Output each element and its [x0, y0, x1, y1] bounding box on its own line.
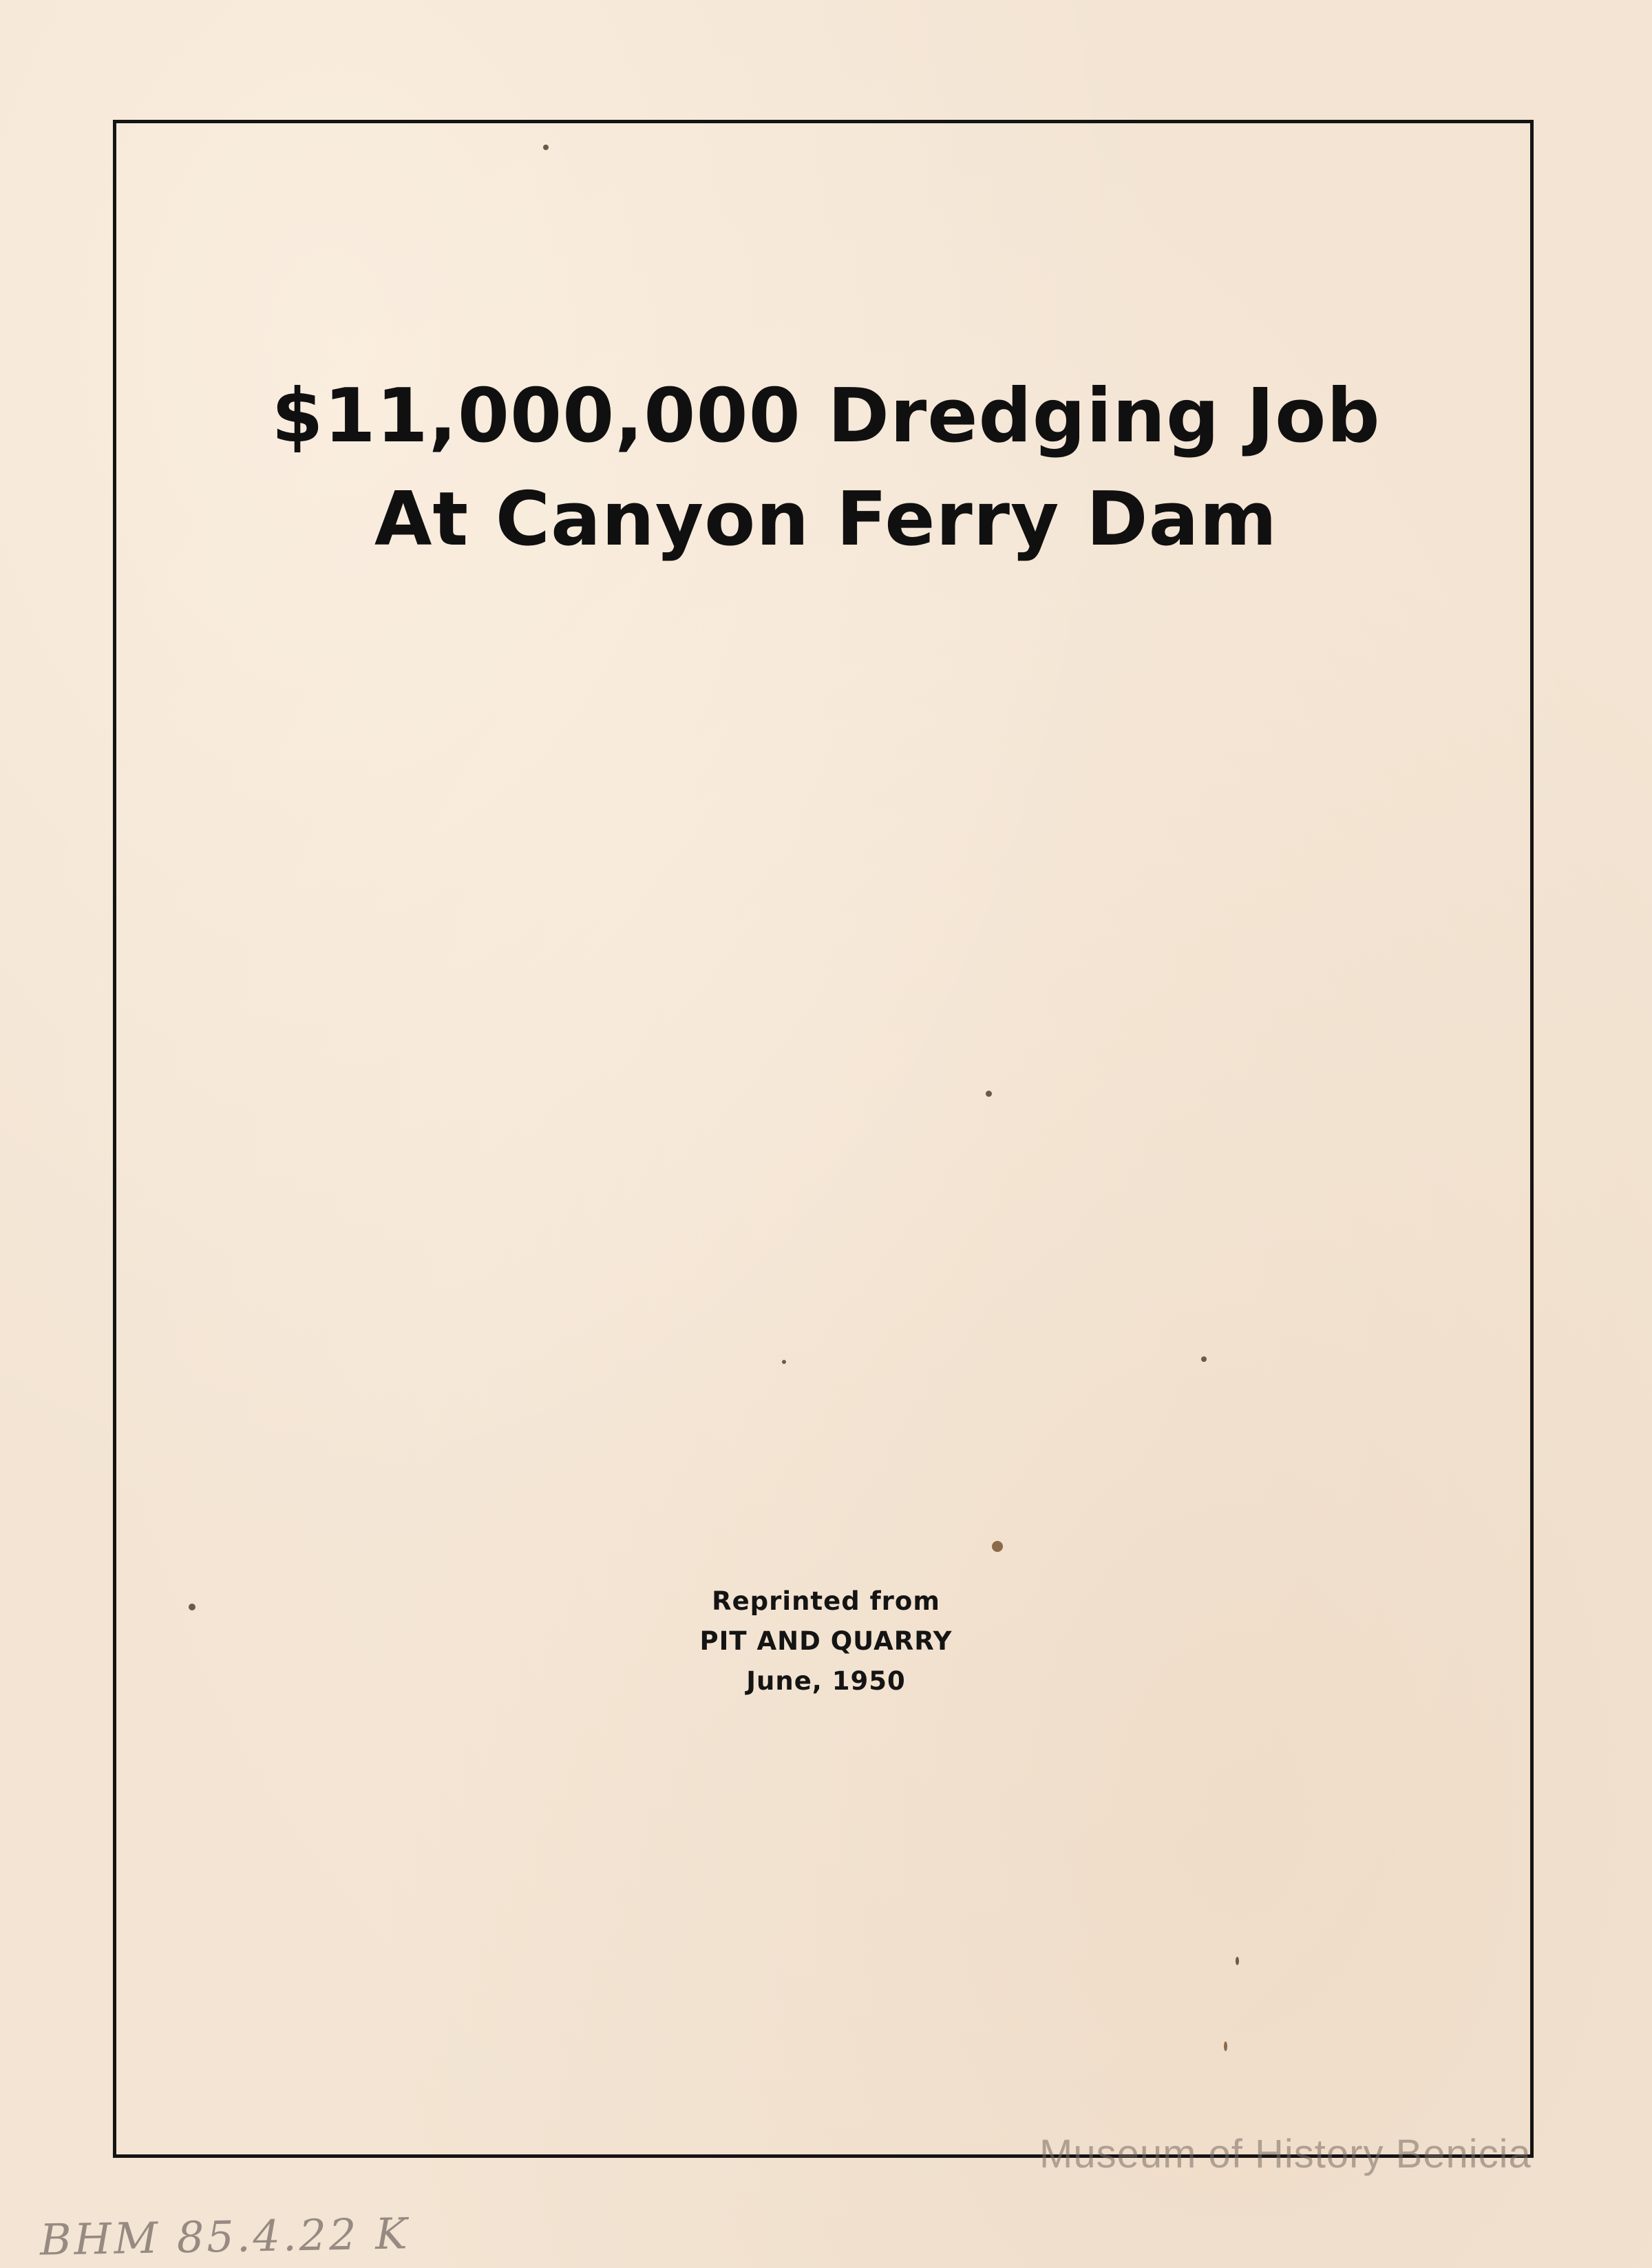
paper-speck — [543, 145, 549, 150]
paper-speck — [986, 1091, 992, 1097]
paper-speck — [1201, 1356, 1207, 1362]
handwritten-accession-number: BHM 85.4.22 K — [39, 2208, 411, 2265]
paper-speck — [1224, 2041, 1227, 2051]
paper-speck — [189, 1604, 195, 1610]
publication-date: June, 1950 — [746, 1666, 906, 1696]
title-line-1: $11,000,000 Dredging Job — [271, 373, 1381, 459]
paper-speck — [1236, 1957, 1239, 1965]
title-line-2: At Canyon Ferry Dam — [374, 476, 1278, 563]
paper-speck — [782, 1360, 786, 1364]
paper-speck — [992, 1541, 1003, 1552]
reprint-label: Reprinted from — [712, 1586, 940, 1616]
museum-watermark: Museum of History Benicia — [1039, 2132, 1532, 2176]
publication-name: PIT AND QUARRY — [699, 1626, 953, 1656]
